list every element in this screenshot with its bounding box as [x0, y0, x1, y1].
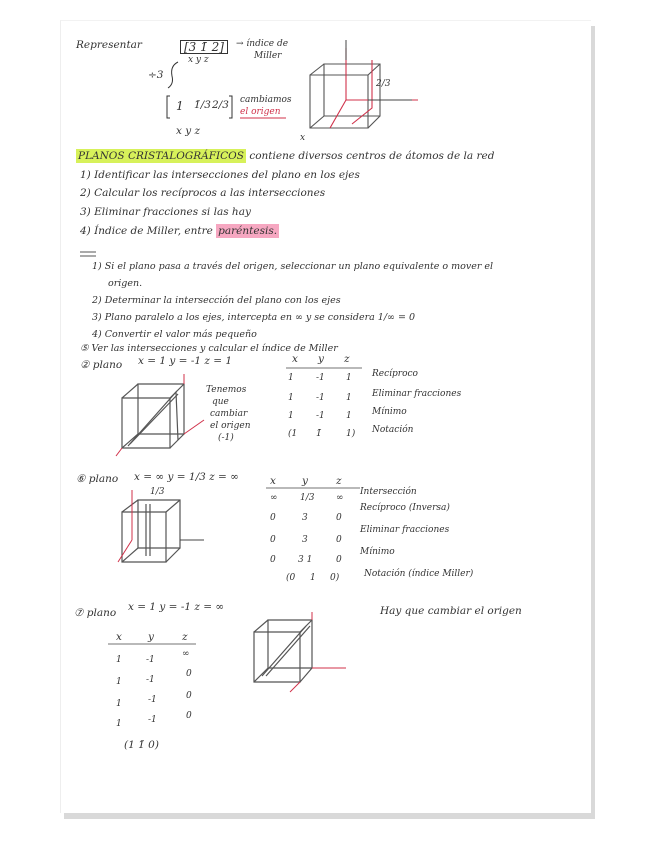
example-a-note-1: Tenemos [206, 385, 247, 395]
example-a-note-3: cambiar [210, 409, 248, 419]
table-a-h-z: z [344, 353, 350, 365]
planes-step-3: 3) Eliminar fracciones si las hay [80, 206, 251, 218]
cube-top-x-label: x [300, 133, 306, 143]
rule-1: 1) Si el plano pasa a través del origen, seleccionar un plano equivalente o mover el [92, 261, 494, 272]
matrix-bracket-left [167, 96, 170, 118]
example-c-label: ⑦ plano [74, 607, 117, 619]
cube-top-value: 2/3 [376, 79, 391, 89]
table-a-r1-z: 1 [346, 393, 352, 403]
table-a-r1-y: -1 [316, 393, 325, 403]
cube-b-value: 1/3 [150, 487, 165, 497]
table-c-r1-y: -1 [146, 675, 155, 685]
cube-b-axes [118, 490, 132, 562]
table-b-label-0: Intersección [360, 487, 417, 497]
planes-step-1: 1) Identificar las intersecciones del plano en los ejes [80, 169, 360, 181]
rule-2: 2) Determinar la intersección del plano con los ejes [92, 295, 341, 306]
table-a-label-3: Notación [372, 425, 414, 435]
cube-b [122, 500, 180, 562]
table-b-h-y: y [302, 475, 308, 487]
table-b-r3-z: 0 [336, 555, 342, 565]
table-c-h-y: y [148, 631, 154, 643]
table-b-r1-x: 0 [270, 513, 276, 523]
table-a-r0-z: 1 [346, 373, 352, 383]
table-b-r0-y: 1/3 [300, 493, 315, 503]
example-a-note-5: (-1) [218, 433, 234, 443]
table-b-r3-x: 0 [270, 555, 276, 565]
table-b-r2-y: 3 [302, 535, 308, 545]
example-b-equation: x = ∞ y = 1/3 z = ∞ [134, 471, 239, 483]
change-origin-2: el origen [240, 107, 281, 117]
table-a-r0-y: -1 [316, 373, 325, 383]
planes-title-line [76, 151, 494, 162]
table-a-label-0: Recíproco [372, 369, 418, 379]
rule-1b: origen. [108, 278, 143, 289]
planes-step-4: 4) Índice de Miller, entre [80, 225, 217, 237]
table-a-r1-x: 1 [288, 393, 294, 403]
table-c-h-z: z [182, 631, 188, 643]
table-a-r2-x: 1 [288, 411, 294, 421]
table-b-r0-x: ∞ [270, 493, 278, 503]
table-b-r1-z: 0 [336, 513, 342, 523]
table-b-r2-z: 0 [336, 535, 342, 545]
cube-top [310, 64, 380, 128]
table-a-r3-y: 1̄ [316, 429, 322, 439]
table-c-h-x: x [116, 631, 122, 643]
table-a-r3-z: 1) [346, 429, 356, 439]
planes-step-2: 2) Calcular los recíprocos a las intersecciones [80, 187, 326, 199]
change-origin-1: cambiamos [240, 95, 292, 105]
parentesis-highlight: paréntesis. [218, 225, 278, 237]
planes-step-4-line [80, 226, 279, 237]
cube-a-axes [116, 374, 204, 456]
table-b-label-2: Eliminar fracciones [360, 525, 450, 535]
frac-1: 1 [176, 99, 184, 113]
table-c-r0-x: 1 [116, 655, 122, 665]
table-b-label-4: Notación (índice Miller) [364, 569, 474, 579]
xyz-bottom: x y z [176, 125, 201, 137]
cube-top-axes-dark [346, 40, 412, 100]
table-c-notation: (1 1̄ 0) [124, 739, 159, 751]
table-b-r4-y: 1 [310, 573, 316, 583]
frac-3: 2/3 [212, 99, 229, 111]
example-a-equation: x = 1 y = -1 z = 1 [138, 355, 233, 367]
example-c-equation: x = 1 y = -1 z = ∞ [128, 601, 225, 613]
table-b-label-1: Recíproco (Inversa) [360, 503, 450, 513]
table-c-r1-z: 0 [186, 669, 192, 679]
table-b-r1-y: 3 [302, 513, 308, 523]
table-b-r2-x: 0 [270, 535, 276, 545]
frac-2: 1̄/3 [194, 99, 211, 111]
planes-title-rest: contiene diversos centros de átomos de la red [249, 150, 495, 162]
example-a-label: ② plano [80, 359, 123, 371]
table-b-h-z: z [336, 475, 342, 487]
table-b-label-3: Mínimo [360, 547, 395, 557]
cube-c [254, 620, 312, 682]
table-a-h-y: y [318, 353, 324, 365]
rule-3: 3) Plano paralelo a los ejes, intercepta en ∞ y se considera 1/∞ = 0 [92, 312, 416, 323]
example-a-note-2: que [212, 397, 229, 407]
table-b-r4-x: (0 [286, 573, 296, 583]
miller-note-1: → índice de [236, 39, 289, 49]
table-c-r2-y: -1 [148, 695, 157, 705]
brace-left [168, 62, 178, 88]
table-c-r3-z: 0 [186, 711, 192, 721]
example-b-label: ⑥ plano [76, 473, 119, 485]
rule-4: 4) Convertir el valor más pequeño [92, 329, 257, 340]
table-a-r2-z: 1 [346, 411, 352, 421]
planes-title: PLANOS CRISTALOGRÁFICOS [78, 150, 244, 162]
header-bullet: Representar [76, 39, 142, 51]
example-c-note: Hay que cambiar el origen [380, 605, 522, 617]
rule-5: ⑤ Ver las intersecciones y calcular el índice de Miller [80, 343, 338, 354]
table-a-r0-x: 1 [288, 373, 294, 383]
table-a-r3-x: (1 [288, 429, 298, 439]
multiplier: ÷3 [148, 69, 164, 81]
table-c-r3-x: 1 [116, 719, 122, 729]
table-b-r3-y: 3 1 [298, 555, 313, 565]
table-c-r2-x: 1 [116, 699, 122, 709]
miller-bracket: [3 1̄ 2] [180, 40, 228, 54]
cube-a [122, 384, 184, 448]
table-c-r3-y: -1 [148, 715, 157, 725]
table-c-r1-x: 1 [116, 677, 122, 687]
table-b-h-x: x [270, 475, 276, 487]
table-b-r4-z: 0) [330, 573, 340, 583]
table-a-r2-y: -1 [316, 411, 325, 421]
table-a-label-2: Mínimo [372, 407, 407, 417]
table-a-label-1: Eliminar fracciones [372, 389, 462, 399]
cube-c-axes [290, 612, 346, 692]
table-c-r2-z: 0 [186, 691, 192, 701]
table-a-h-x: x [292, 353, 298, 365]
table-c-r0-z: ∞ [182, 649, 190, 659]
miller-note-2: Miller [254, 51, 282, 61]
table-c-r0-y: -1 [146, 655, 155, 665]
example-a-note-4: el origen [210, 421, 251, 431]
matrix-bracket-right [229, 96, 232, 118]
table-b-r0-z: ∞ [336, 493, 344, 503]
xyz-top: x y z [188, 55, 209, 65]
